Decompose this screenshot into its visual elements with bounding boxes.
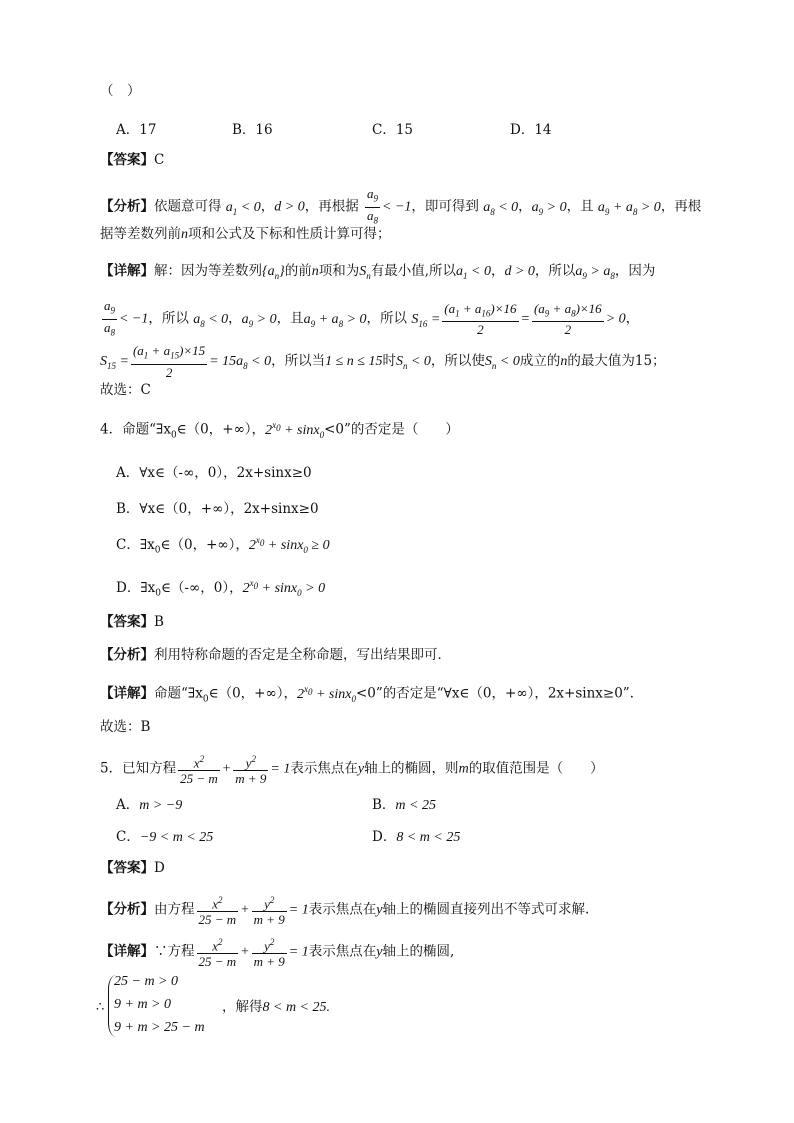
q3-option-a: A．17	[116, 122, 157, 138]
q3-analysis-line1: 【分析】依题意可得 $a_1 < 0$，d > 0，再根据 $\frac{a_9}{a_8}$ < −1，即可得到 $a_8 < 0$，$a_9 > 0$，且 $a_9 + a_8 > 0$，再根	[100, 186, 701, 228]
therefore-symbol: ∴	[96, 1000, 105, 1015]
text: ∈（0，+∞），	[160, 537, 249, 553]
text: 依题意可得	[154, 198, 222, 215]
text: ，即可得到	[411, 198, 479, 215]
text: 的最大值为15；	[567, 352, 666, 369]
text: ，所以	[148, 310, 189, 327]
answer-value: C	[154, 152, 165, 168]
text: D．	[372, 829, 397, 845]
text: 命题“∃x	[154, 685, 203, 702]
fraction: $\frac{(a_9 + a_8)\times 16}{2}$	[533, 300, 602, 338]
q4-stem: 4．命题“$\exists x_0\in(0$，+∞），$2^{x_0} + \sin x_0<0$”的否定是（ ）	[100, 420, 459, 441]
text: ，所以使	[430, 352, 485, 369]
text: 的取值范围是（ ）	[468, 760, 604, 777]
text: A．	[116, 797, 140, 813]
text: 表示焦点在	[308, 943, 377, 960]
q3-detail-line3	[100, 343, 666, 380]
answer-value: D	[154, 860, 165, 876]
math: = 1	[288, 944, 309, 960]
text: ，且	[276, 310, 304, 327]
q4-choose: 故选：B	[100, 719, 151, 735]
q4-option-b: B．∀x∈（0，+∞），2x+sinx≥0	[116, 501, 319, 517]
text: ∈（-∞，0），	[161, 580, 243, 596]
q4-option-a: A．∀x∈（-∞，0），2x+sinx≥0	[116, 465, 312, 481]
math: < −1	[382, 199, 412, 215]
math: 8 < m < 25.	[262, 1000, 331, 1015]
detail-tag: 【详解】	[100, 685, 154, 702]
text: ，再根	[660, 198, 702, 215]
math: n	[560, 353, 568, 369]
text: 有最小值,所以	[370, 263, 457, 279]
math: y	[376, 944, 383, 960]
answer-tag: 【答案】	[100, 614, 154, 630]
q5-analysis	[100, 893, 589, 927]
text: 项和为	[318, 263, 360, 279]
text: ，所以当	[271, 352, 326, 369]
fraction: $\frac{(a_1 + a_{16})\times 16}{2}$	[444, 300, 517, 338]
text: 表示焦点在	[308, 901, 377, 918]
math: 8 < m < 25	[396, 830, 461, 845]
text: ，再根据	[304, 198, 359, 215]
q4-option-c: C．$\exists x_0\in(0$，+∞），$2^{x_0} + \sin x_0 \ge 0$	[116, 535, 330, 556]
math: y	[376, 902, 383, 918]
math: $a_9 + a_8 > 0$	[597, 199, 661, 217]
text: 利用特称命题的否定是全称命题，写出结果即可．	[154, 647, 451, 663]
math: $a_1 < 0$	[456, 264, 491, 281]
math: $\{a_n\}$	[262, 264, 285, 281]
text: 轴上的椭圆直接列出不等式可求解.	[382, 901, 590, 918]
q3-option-b: B．16	[232, 122, 273, 138]
math: $a_9 > a_8$	[575, 264, 615, 281]
text: ，且	[566, 198, 594, 215]
math: =	[520, 311, 530, 327]
analysis-tag: 【分析】	[100, 901, 154, 918]
math: $2^{x_0} + \sin x_0$	[296, 684, 356, 704]
math: = 1	[270, 761, 291, 777]
math: $S_n < 0$	[484, 353, 520, 371]
text: 4．命题“∃x	[100, 421, 171, 438]
math: $2^{x_0} + \sin x_0 > 0$	[242, 578, 326, 598]
text: 表示焦点在	[290, 760, 358, 777]
detail-tag: 【详解】	[100, 943, 154, 960]
text: ，解得	[222, 999, 263, 1015]
analysis-tag: 【分析】	[100, 198, 154, 215]
fraction: $\frac{y^2}{m + 9}$	[253, 895, 285, 928]
text: B．	[372, 797, 396, 813]
q4-answer	[100, 613, 164, 631]
text: <0”的否定是（ ）	[324, 421, 459, 438]
math: $S_{16}$ =	[411, 311, 441, 329]
math: y	[357, 761, 365, 777]
math: $S_n < 0$	[395, 353, 431, 371]
fraction: $\frac{a_9}{a_8}$	[367, 186, 378, 226]
answer-tag: 【答案】	[100, 152, 154, 168]
math: +	[221, 761, 232, 777]
q5-detail	[100, 935, 454, 969]
math: = $15a_8 < 0$	[209, 353, 272, 371]
system-line-2: 9 + m > 0	[114, 997, 172, 1012]
text: 5．已知方程	[100, 760, 177, 777]
q3-option-d: D．14	[510, 122, 552, 138]
text: 据等差数列前	[100, 226, 181, 242]
q3-detail-line2: $\frac{a_9}{a_8}$ < −1，所以 $a_8 < 0$，$a_9 > 0$，且$a_9 + a_8 > 0$，所以 $S_{16}$ = $\frac{(a_1 + a_{16})\times 16}{2}$ = $\frac{(a_9 + a_8)\times 16}{2}$ > 0，	[100, 298, 639, 340]
math: m > −9	[139, 798, 183, 813]
q5-option-d	[372, 825, 460, 846]
answer-value: B	[154, 614, 164, 630]
text: 的前	[284, 263, 312, 279]
math: $a_8 < 0$	[193, 311, 229, 329]
detail-tag: 【详解】	[100, 263, 154, 279]
q5-stem	[100, 752, 604, 786]
q5-option-a	[116, 793, 182, 814]
text: D．∃x	[116, 580, 156, 596]
math: d > 0	[274, 199, 305, 215]
fraction: $\frac{x^2}{25 - m}$	[198, 895, 237, 928]
math: n	[181, 227, 188, 242]
fraction: $\frac{x^2}{25 - m}$	[180, 754, 218, 787]
q3-choose: 故选：C	[100, 382, 151, 398]
answer-tag: 【答案】	[100, 860, 154, 876]
q3-analysis-line2	[100, 225, 391, 244]
q4-option-d: D．$\exists x_0\in(-\infty$，0），$2^{x_0} + \sin x_0 > 0$	[116, 578, 326, 599]
math: $a_9 > 0$	[531, 199, 567, 217]
math: = 1	[288, 902, 309, 918]
math: $a_9 > 0$	[241, 311, 277, 329]
fraction: $\frac{(a_1 + a_{15})\times 15}{2}$	[132, 343, 206, 380]
text: ，所以	[366, 310, 408, 327]
math: m	[458, 761, 469, 777]
q3-option-c: C．15	[372, 122, 414, 138]
math: d > 0	[504, 264, 535, 279]
text: 由方程	[154, 901, 195, 918]
text: 成立的	[519, 352, 561, 369]
math: $2^{x_0} + \sin x_0$	[265, 420, 325, 440]
text: ，所以	[534, 263, 576, 279]
math: > 0	[605, 311, 626, 327]
text: 轴上的椭圆,	[382, 943, 455, 960]
system-line-3: 9 + m > 25 − m	[114, 1020, 205, 1035]
text: C．	[116, 829, 140, 845]
fraction: $\frac{a_9}{a_8}$	[104, 298, 115, 338]
math: +	[240, 902, 250, 918]
text: 项和公式及下标和性质计算可得；	[188, 226, 391, 242]
q4-detail: 【详解】命题“$\exists x_0\in(0$，+∞），$2^{x_0} + \sin x_0<0$”的否定是“∀x∈（0，+∞），2x+sinx≥0”．	[100, 684, 644, 705]
text: <0”的否定是“∀x∈（0，+∞），2x+sinx≥0”．	[355, 685, 644, 702]
math: $a_8 < 0$	[483, 199, 519, 217]
q5-option-c	[116, 825, 213, 846]
fraction: $\frac{y^2}{m + 9}$	[253, 937, 285, 970]
text: ∈（0，+∞），	[208, 685, 297, 702]
text: ，因为	[614, 263, 656, 279]
text: 解：因为等差数列	[154, 263, 262, 279]
text: ∈（0，+∞），	[176, 421, 266, 438]
math: $a_9 + a_8 > 0$	[303, 311, 367, 329]
math: m < 25	[395, 798, 436, 813]
q5-solution	[222, 998, 330, 1017]
text: 时	[382, 352, 396, 369]
q3-detail-line1: 【详解】解：因为等差数列$\{a_n\}$的前n项和为$S_n$有最小值,所以$a_1 < 0$，d > 0，所以$a_9 > a_8$，因为	[100, 263, 656, 281]
system-line-1: 25 − m > 0	[114, 974, 179, 989]
q5-option-b	[372, 793, 436, 814]
question-bracket: （ ）	[100, 83, 141, 99]
fraction: $\frac{y^2}{m + 9}$	[235, 754, 267, 787]
q5-answer	[100, 859, 165, 877]
fraction: $\frac{x^2}{25 - m}$	[198, 937, 237, 970]
text: ∵方程	[154, 943, 195, 960]
analysis-tag: 【分析】	[100, 647, 154, 663]
math: 1 ≤ n ≤ 15	[325, 353, 383, 369]
math: $S_{15}$ =	[100, 353, 129, 371]
q3-answer	[100, 151, 164, 169]
math: $2^{x_0} + \sin x_0 \ge 0$	[248, 535, 330, 555]
math: < −1	[119, 311, 149, 327]
math: +	[240, 944, 250, 960]
math: n	[311, 264, 319, 279]
math: −9 < m < 25	[139, 830, 214, 845]
math: $a_1 < 0$	[225, 199, 261, 217]
text: C．∃x	[116, 537, 155, 553]
q4-analysis	[100, 646, 451, 664]
math: $S_n$	[359, 264, 371, 281]
text: 轴上的椭圆，则	[364, 760, 459, 777]
